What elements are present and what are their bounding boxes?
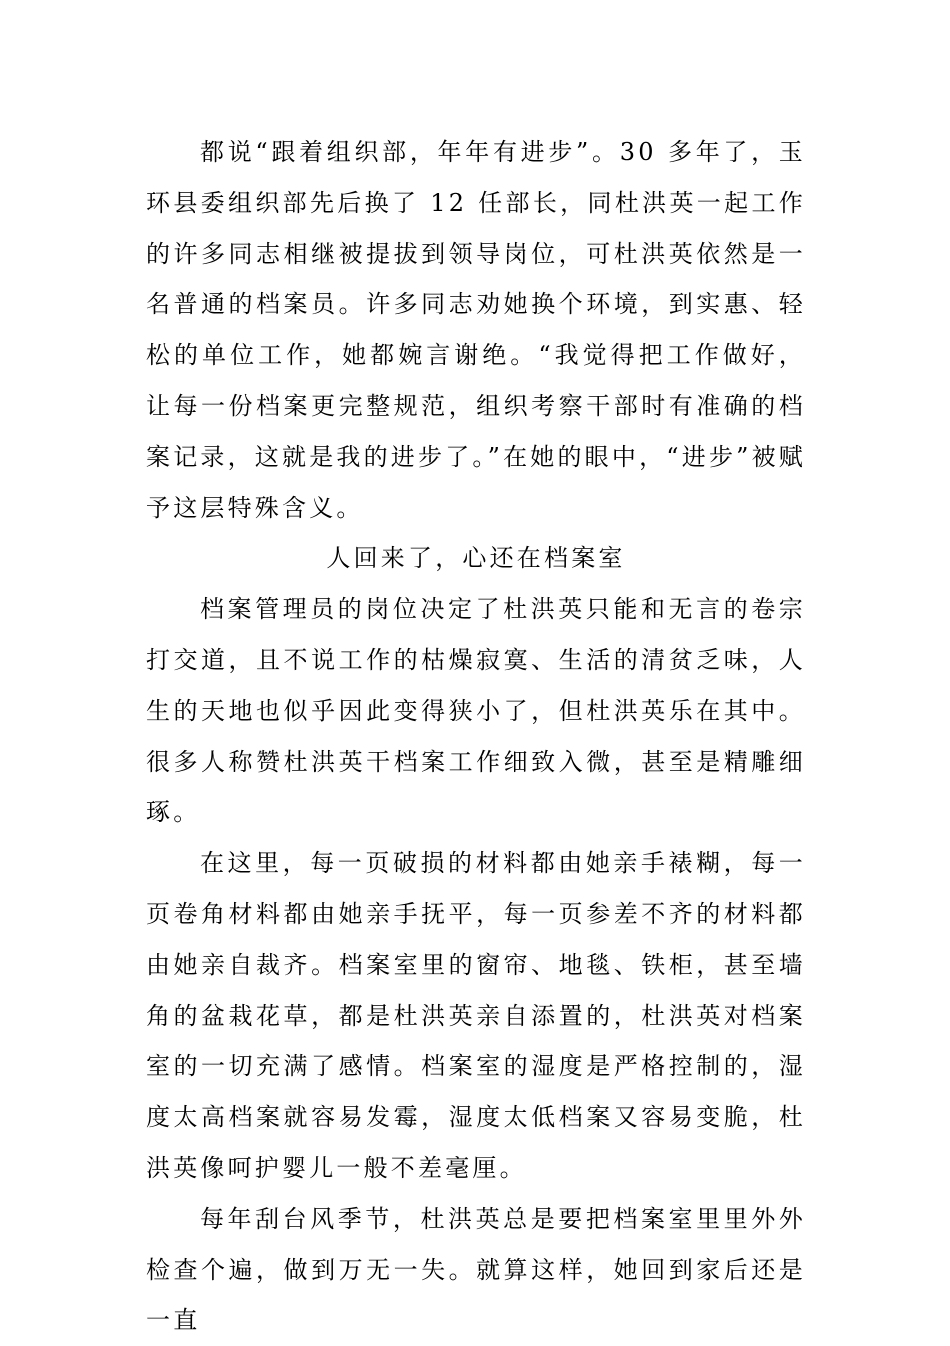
- paragraph-archive-care: 在这里，每一页破损的材料都由她亲手裱糊，每一页卷角材料都由她亲手抚平，每一页参差不齐的材料都由她亲自裁齐。档案室里的窗帘、地毯、铁柜，甚至墙角的盆栽花草，都是杜洪英亲自添置的，杜洪英对档案室的一切充满了感情。档案室的湿度是严格控制的，湿度太高档案就容易发霉，湿度太低档案又容易变脆，杜洪英像呵护婴儿一般不差毫厘。: [146, 849, 806, 1182]
- section-heading: 人回来了，心还在档案室: [326, 544, 626, 573]
- paragraph-typhoon-season: 每年刮台风季节，杜洪英总是要把档案室里里外外检查个遍，做到万无一失。就算这样，她回到家后还是一直: [146, 1204, 806, 1335]
- paragraph-intro: 都说“跟着组织部，年年有进步”。30 多年了，玉环县委组织部先后换了 12 任部长，同杜洪英一起工作的许多同志相继被提拔到领导岗位，可杜洪英依然是一名普通的档案员。许多同志劝她换个环境，到实惠、轻松的单位工作，她都婉言谢绝。“我觉得把工作做好，让每一份档案更完整规范，组织考察干部时有准确的档案记录，这就是我的进步了。”在她的眼中，“进步”被赋予这层特殊含义。: [146, 138, 807, 522]
- paragraph-archive-role: 档案管理员的岗位决定了杜洪英只能和无言的卷宗打交道，且不说工作的枯燥寂寞、生活的清贫乏味，人生的天地也似乎因此变得狭小了，但杜洪英乐在其中。很多人称赞杜洪英干档案工作细致入微，甚至是精雕细琢。: [146, 595, 806, 827]
- document-body: [146, 127, 806, 1346]
